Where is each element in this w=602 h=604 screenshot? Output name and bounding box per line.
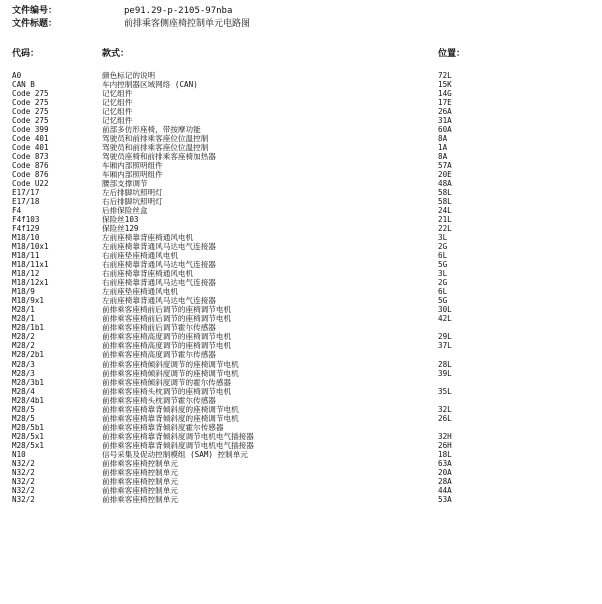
component-position: 28A xyxy=(438,476,452,486)
component-position: 58L xyxy=(438,197,452,207)
component-position: 3L xyxy=(438,269,448,279)
component-row xyxy=(0,396,602,405)
component-code: M28/5b1 xyxy=(12,422,45,432)
component-description: 前排乘客座椅前后调节霍尔传感器 xyxy=(102,323,216,333)
component-code: N32/2 xyxy=(12,494,35,504)
component-code: M28/3 xyxy=(12,359,35,369)
component-code: M28/2 xyxy=(12,341,35,351)
component-position: 2G xyxy=(438,278,448,288)
component-row xyxy=(0,450,602,459)
component-description: 记忆组件 xyxy=(102,116,133,126)
component-code: M28/5 xyxy=(12,404,35,414)
component-code: N32/2 xyxy=(12,467,35,477)
component-row xyxy=(0,98,602,107)
component-row xyxy=(0,341,602,350)
component-description: 右前座垫座椅通风电机 xyxy=(102,251,178,261)
component-code: M18/12x1 xyxy=(12,278,49,288)
component-description: 驾驶员座椅和前排乘客座椅加热器 xyxy=(102,152,216,162)
component-row xyxy=(0,459,602,468)
component-description: 前排乘客座椅靠背倾斜度的座椅调节电机 xyxy=(102,404,239,414)
component-code: M28/1 xyxy=(12,314,35,324)
component-description: 前排乘客座椅控制单元 xyxy=(102,485,178,495)
component-code: N10 xyxy=(12,449,26,459)
component-description: 右前座椅靠背通风马达电气连接器 xyxy=(102,260,216,270)
component-row xyxy=(0,423,602,432)
component-position: 24L xyxy=(438,206,452,216)
component-description: 前排乘客座椅靠背倾斜度调节电机电气插接器 xyxy=(102,440,254,450)
component-description: 前排乘客座椅高度调节的座椅调节电机 xyxy=(102,332,232,342)
component-row xyxy=(0,350,602,359)
component-position: 5G xyxy=(438,260,448,270)
component-row xyxy=(0,486,602,495)
component-description: 记忆组件 xyxy=(102,107,133,117)
component-position: 48A xyxy=(438,179,452,189)
component-row xyxy=(0,278,602,287)
component-position: 37L xyxy=(438,341,452,351)
component-description: 前排乘客座椅倾斜度调节的座椅调节电机 xyxy=(102,368,239,378)
component-row xyxy=(0,477,602,486)
document-title-label: 文件标题： xyxy=(12,19,58,29)
component-description: 前排乘客座椅倾斜度调节的座椅调节电机 xyxy=(102,359,239,369)
component-description: 腰部支撑调节 xyxy=(102,179,148,189)
component-description: 驾驶员和前排乘客座位位温控制 xyxy=(102,143,209,153)
document-title: 前排乘客侧座椅控制单元电路图 xyxy=(124,19,251,29)
component-position: 29L xyxy=(438,332,452,342)
component-row xyxy=(0,116,602,125)
component-code: M28/5x1 xyxy=(12,431,45,441)
component-description: 前排乘客座椅高度调节的座椅调节电机 xyxy=(102,341,232,351)
component-position: 42L xyxy=(438,314,452,324)
component-code: Code 401 xyxy=(12,134,49,144)
component-row xyxy=(0,170,602,179)
component-position: 15K xyxy=(438,80,452,90)
component-row xyxy=(0,378,602,387)
component-code: Code 275 xyxy=(12,98,49,108)
component-code: F4f129 xyxy=(12,224,40,234)
component-position: 60A xyxy=(438,125,452,135)
component-code: M18/9x1 xyxy=(12,296,45,306)
component-code: M28/4b1 xyxy=(12,395,45,405)
component-description: 前排乘客座椅控制单元 xyxy=(102,458,178,468)
component-code: M18/9 xyxy=(12,287,35,297)
component-description: 前排乘客座椅头枕调节的座椅调节电机 xyxy=(102,386,232,396)
component-position: 35L xyxy=(438,386,452,396)
component-row xyxy=(0,206,602,215)
component-description: 前排乘客座椅倾斜度调节的霍尔传感器 xyxy=(102,377,232,387)
component-position: 8A xyxy=(438,152,448,162)
component-code: Code 401 xyxy=(12,143,49,153)
component-code: M28/1b1 xyxy=(12,323,45,333)
component-code: M18/11x1 xyxy=(12,260,49,270)
component-code: M18/11 xyxy=(12,251,40,261)
component-code: Code 876 xyxy=(12,161,49,171)
component-code: A0 xyxy=(12,71,22,80)
component-position: 26A xyxy=(438,107,452,117)
component-code: M28/2 xyxy=(12,332,35,342)
component-position: 72L xyxy=(438,71,452,80)
component-row xyxy=(0,233,602,242)
component-row xyxy=(0,441,602,450)
document-number: pe91.29-p-2105-97nba xyxy=(124,6,233,16)
component-position: 53A xyxy=(438,494,452,504)
component-description: 右后排脚坑照明灯 xyxy=(102,197,163,207)
component-description: 左后排脚坑照明灯 xyxy=(102,188,163,198)
component-row xyxy=(0,305,602,314)
component-position: 57A xyxy=(438,161,452,171)
component-position: 39L xyxy=(438,368,452,378)
component-row xyxy=(0,242,602,251)
component-position: 31A xyxy=(438,116,452,126)
component-row xyxy=(0,224,602,233)
component-position: 20A xyxy=(438,467,452,477)
component-position: 58L xyxy=(438,188,452,198)
component-description: 左前座椅靠背通风马达电气连接器 xyxy=(102,242,216,252)
component-position: 1A xyxy=(438,143,448,153)
component-position: 18L xyxy=(438,449,452,459)
component-description: 左前座垫座椅通风电机 xyxy=(102,287,178,297)
component-description: 前排乘客座椅前后调节的座椅调节电机 xyxy=(102,314,232,324)
component-row xyxy=(0,89,602,98)
component-position: 3L xyxy=(438,233,448,243)
component-row xyxy=(0,332,602,341)
component-description: 记忆组件 xyxy=(102,98,133,108)
component-description: 颜色标记的说明 xyxy=(102,71,156,80)
component-code: M18/10x1 xyxy=(12,242,49,252)
component-row xyxy=(0,80,602,89)
component-code: CAN B xyxy=(12,80,35,90)
component-code: F4f103 xyxy=(12,215,40,225)
component-position: 8A xyxy=(438,134,448,144)
component-description: 后排保险丝盒 xyxy=(102,206,148,216)
component-position: 32L xyxy=(438,404,452,414)
component-code: M28/3b1 xyxy=(12,377,45,387)
component-code: N32/2 xyxy=(12,476,35,486)
component-row xyxy=(0,414,602,423)
component-position: 14G xyxy=(438,89,452,99)
component-position: 2G xyxy=(438,242,448,252)
component-code: M28/4 xyxy=(12,386,35,396)
component-code: M28/3 xyxy=(12,368,35,378)
component-description: 前排乘客座椅控制单元 xyxy=(102,494,178,504)
component-description: 左前座椅靠背通风马达电气连接器 xyxy=(102,296,216,306)
component-description: 前排乘客座椅靠背倾斜度霍尔传感器 xyxy=(102,422,224,432)
component-row xyxy=(0,314,602,323)
component-description: 前排乘客座椅前后调节的座椅调节电机 xyxy=(102,305,232,315)
component-description: 车厢内部照明组件 xyxy=(102,161,163,171)
component-row xyxy=(0,432,602,441)
column-header-code: 代码： xyxy=(12,49,40,59)
component-description: 右前座椅靠背通风马达电气连接器 xyxy=(102,278,216,288)
component-row xyxy=(0,179,602,188)
component-position: 44A xyxy=(438,485,452,495)
component-code: M18/10 xyxy=(12,233,40,243)
component-code: M28/5 xyxy=(12,413,35,423)
component-code: F4 xyxy=(12,206,22,216)
component-position: 20E xyxy=(438,170,452,180)
component-row xyxy=(0,323,602,332)
component-code: Code 275 xyxy=(12,89,49,99)
component-list xyxy=(0,71,602,504)
component-row xyxy=(0,387,602,396)
component-code: Code 873 xyxy=(12,152,49,162)
component-code: Code 275 xyxy=(12,116,49,126)
component-row xyxy=(0,260,602,269)
component-position: 26L xyxy=(438,413,452,423)
component-row xyxy=(0,152,602,161)
component-description: 前排乘客座椅高度调节霍尔传感器 xyxy=(102,350,216,360)
component-code: E17/18 xyxy=(12,197,40,207)
component-code: E17/17 xyxy=(12,188,40,198)
column-header-position: 位置： xyxy=(438,49,466,59)
component-row xyxy=(0,188,602,197)
component-row xyxy=(0,161,602,170)
component-row xyxy=(0,107,602,116)
document-number-label: 文件编号： xyxy=(12,6,58,16)
component-position: 6L xyxy=(438,287,448,297)
component-row xyxy=(0,495,602,504)
component-code: N32/2 xyxy=(12,485,35,495)
column-header-description: 款式： xyxy=(102,49,130,59)
component-position: 17E xyxy=(438,98,452,108)
component-description: 车内控制器区域网络 (CAN) xyxy=(102,80,198,90)
component-position: 32H xyxy=(438,431,452,441)
component-row xyxy=(0,269,602,278)
component-row xyxy=(0,468,602,477)
component-row xyxy=(0,296,602,305)
component-row xyxy=(0,251,602,260)
component-description: 前排乘客座椅靠背倾斜度的座椅调节电机 xyxy=(102,413,239,423)
component-code: Code U22 xyxy=(12,179,49,189)
component-description: 左前座椅靠背座椅通风电机 xyxy=(102,233,194,243)
component-position: 6L xyxy=(438,251,448,261)
component-row xyxy=(0,71,602,80)
component-row xyxy=(0,215,602,224)
component-position: 63A xyxy=(438,458,452,468)
component-description: 信号采集及促动控制模组 (SAM) 控制单元 xyxy=(102,449,248,459)
component-code: N32/2 xyxy=(12,458,35,468)
component-row xyxy=(0,125,602,134)
component-description: 保险丝103 xyxy=(102,215,139,225)
component-description: 前排乘客座椅控制单元 xyxy=(102,476,178,486)
component-code: M18/12 xyxy=(12,269,40,279)
component-description: 右前座椅靠背座椅通风电机 xyxy=(102,269,194,279)
component-row xyxy=(0,405,602,414)
component-position: 5G xyxy=(438,296,448,306)
component-description: 驾驶员和前排乘客座位位温控制 xyxy=(102,134,209,144)
component-description: 记忆组件 xyxy=(102,89,133,99)
component-row xyxy=(0,369,602,378)
component-code: M28/1 xyxy=(12,305,35,315)
component-position: 30L xyxy=(438,305,452,315)
component-row xyxy=(0,134,602,143)
component-position: 21L xyxy=(438,215,452,225)
component-position: 22L xyxy=(438,224,452,234)
component-description: 保险丝129 xyxy=(102,224,139,234)
component-description: 前部多仿形座椅，带按摩功能 xyxy=(102,125,201,135)
component-description: 前排乘客座椅靠背倾斜度调节电机电气插接器 xyxy=(102,431,254,441)
component-row xyxy=(0,360,602,369)
component-row xyxy=(0,197,602,206)
component-code: Code 399 xyxy=(12,125,49,135)
component-code: M28/5x1 xyxy=(12,440,45,450)
component-description: 车厢内部照明组件 xyxy=(102,170,163,180)
component-code: M28/2b1 xyxy=(12,350,45,360)
component-row xyxy=(0,287,602,296)
component-code: Code 876 xyxy=(12,170,49,180)
component-description: 前排乘客座椅头枕调节霍尔传感器 xyxy=(102,395,216,405)
component-row xyxy=(0,143,602,152)
component-code: Code 275 xyxy=(12,107,49,117)
component-position: 26H xyxy=(438,440,452,450)
component-position: 28L xyxy=(438,359,452,369)
component-description: 前排乘客座椅控制单元 xyxy=(102,467,178,477)
